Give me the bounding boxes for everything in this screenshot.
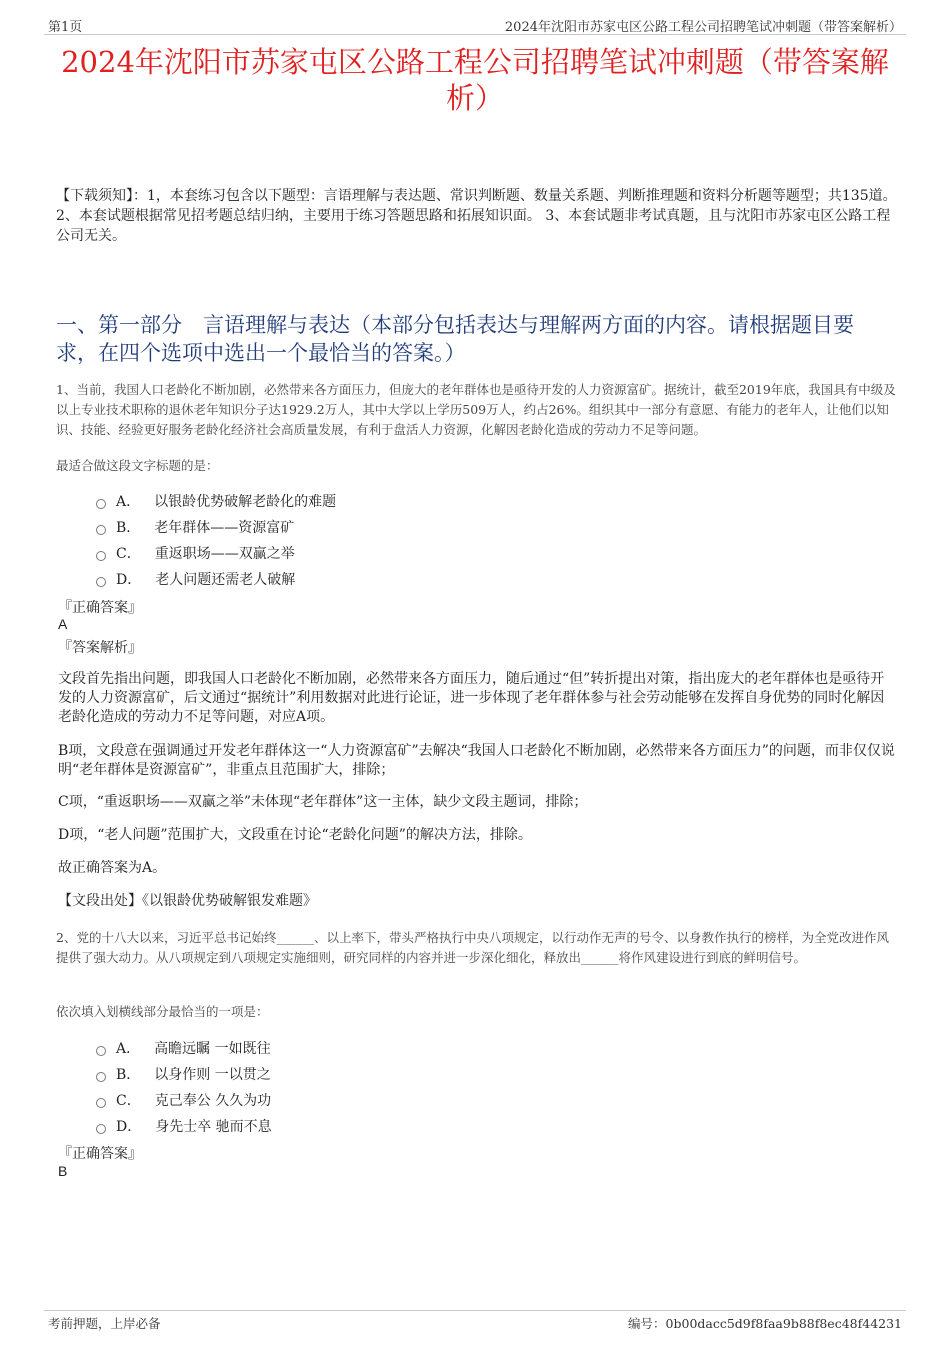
correct-answer-label: 『正确答案』 [58,600,142,616]
page-number: 第1页 [48,20,83,35]
analysis-label: 『答案解析』 [58,640,142,656]
question-2-option-c[interactable]: C． 克己奉公 久久为功 [96,1087,272,1113]
question-1-option-d[interactable]: D． 老人问题还需老人破解 [96,566,336,592]
footer-slogan: 考前押题，上岸必备 [48,1316,161,1331]
radio-circle-icon[interactable] [96,525,106,535]
radio-circle-icon[interactable] [96,1124,106,1134]
question-1-analysis-c: C项，“重返职场——双赢之举”未体现“老年群体”这一主体，缺少文段主题词，排除； [58,794,588,810]
question-1-option-c[interactable]: C． 重返职场——双赢之举 [96,540,336,566]
question-1-option-b[interactable]: B． 老年群体——资源富矿 [96,514,336,540]
radio-circle-icon[interactable] [96,1072,106,1082]
question-2-option-d[interactable]: D． 身先士卒 驰而不息 [96,1113,272,1139]
question-2-answer: B [58,1163,68,1179]
question-1-analysis-d: D项，“老人问题”范围扩大，文段重在讨论“老龄化问题”的解决方法，排除。 [58,827,532,843]
question-1-answer: A [58,616,68,632]
document-title: 2024年沈阳市苏家屯区公路工程公司招聘笔试冲刺题（带答案解析） [61,45,889,115]
radio-circle-icon[interactable] [96,1098,106,1108]
question-1-text: 1、当前，我国人口老龄化不断加剧，必然带来各方面压力，但庞大的老年群体也是亟待开发的人力资源富矿。据统计，截至2019年底，我国具有中级及以上专业技术职称的退休老年知识分子达1929.2万人，其中大学以上学历509万人，约占26%。组织其中一部分有意愿、有能力的老年人，让他们以知识、技能、经验更好服务老龄化经济社会高质量发展，有利于盘活人力资源，化解因老龄化造成的劳动力不足等问题。 [56,382,896,437]
radio-circle-icon[interactable] [96,551,106,561]
question-1-prompt: 最适合做这段文字标题的是： [56,458,219,473]
question-1-analysis-main: 文段首先指出问题，即我国人口老龄化不断加剧，必然带来各方面压力，随后通过“但”转折提出对策，指出庞大的老年群体也是亟待开发的人力资源富矿，后文通过“据统计”利用数据对此进行论证，进一步体现了老年群体参与社会劳动能够在发挥自身优势的同时化解因老龄化造成的劳动力不足等问题，对应A项。 [58,671,885,725]
question-1-option-a[interactable]: A． 以银龄优势破解老龄化的难题 [96,488,336,514]
correct-answer-label: 『正确答案』 [58,1146,142,1162]
question-2-options [96,1035,272,1139]
page-header [44,14,906,35]
question-1-analysis-b: B项，文段意在强调通过开发老年群体这一“人力资源富矿”去解决“我国人口老龄化不断加剧，必然带来各方面压力”的问题，而非仅仅说明“老年群体是资源富矿”，非重点且范围扩大，排除； [58,743,895,778]
download-notice: 【下载须知】：1，本套练习包含以下题型：言语理解与表达题、常识判断题、数量关系题、判断推理题和资料分析题等题型；共135道。 2、本套试题根据常见招考题总结归纳，主要用于练习答题思路和拓展知识面。 3、本套试题非考试真题，且与沈阳市苏家屯区公路工程公司无关。 [56,188,897,244]
running-title: 2024年沈阳市苏家屯区公路工程公司招聘笔试冲刺题（带答案解析） [504,20,902,35]
question-2-option-b[interactable]: B． 以身作则 一以贯之 [96,1061,272,1087]
radio-circle-icon[interactable] [96,1046,106,1056]
question-2-option-a[interactable]: A． 高瞻远瞩 一如既往 [96,1035,272,1061]
document-id: 编号：0b00dacc5d9f8faa9b88f8ec48f44231 [628,1316,902,1331]
question-1-source: 【文段出处】《以银龄优势破解银发难题》 [58,893,317,909]
question-1-options [96,488,336,592]
page-footer [44,1310,906,1331]
radio-circle-icon[interactable] [96,577,106,587]
radio-circle-icon[interactable] [96,499,106,509]
question-2-text: 2、党的十八大以来，习近平总书记始终______、以上率下，带头严格执行中央八项规定，以行动作无声的号令、以身教作执行的榜样，为全党改进作风提供了强大动力。从八项规定到八项规定实施细则，研究同样的内容并进一步深化细化，释放出______将作风建设进行到底的鲜明信号。 [56,930,889,965]
question-1-conclusion: 故正确答案为A。 [58,860,167,876]
section-heading: 一、第一部分 言语理解与表达（本部分包括表达与理解两方面的内容。请根据题目要求，在四个选项中选出一个最恰当的答案。） [56,313,854,365]
question-2-prompt: 依次填入划横线部分最恰当的一项是： [56,1004,269,1019]
